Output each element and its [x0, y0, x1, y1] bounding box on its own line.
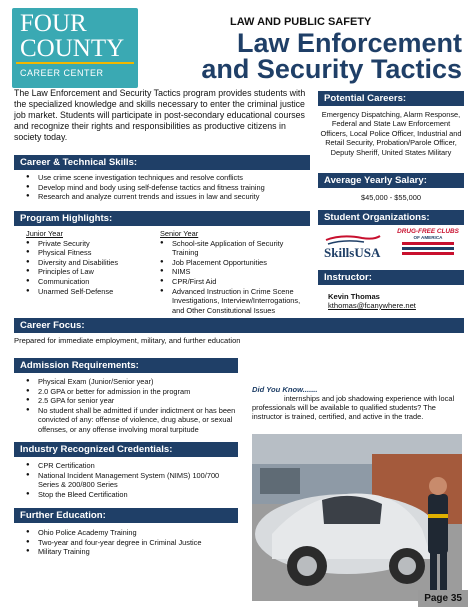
list-item: ● NIMS [160, 267, 310, 277]
list-item: ● Use crime scene investigation techniques and resolve conflicts [26, 173, 312, 183]
four-county-logo [12, 8, 138, 88]
photo-illustration [252, 434, 462, 601]
drug-free-clubs-logo [392, 228, 464, 262]
career-skills-heading: Career & Technical Skills: [14, 155, 310, 170]
list-item: ● Research and analyze current trends and issues in law and security [26, 192, 312, 202]
page-title [142, 30, 462, 82]
list-item: ● Ohio Police Academy Training [26, 528, 240, 538]
list-item: ● 2.5 GPA for senior year [26, 396, 240, 406]
career-focus-text: Prepared for immediate employment, military, and further education [14, 336, 241, 345]
list-item: ● School-site Application of Security Training [160, 239, 310, 258]
flag-stripes-icon [398, 240, 458, 258]
senior-year-label: Senior Year [160, 229, 199, 238]
list-item: ● Advanced Instruction in Crime Scene Investigations, Interview/Interrogations, and Other Constitutional Issues [160, 287, 310, 316]
list-item: ● National Incident Management System (NIMS) 100/700 Series & 200/800 Series [26, 471, 240, 490]
instructor-name: Kevin Thomas [328, 292, 380, 301]
admission-list [26, 377, 240, 435]
instructor-heading: Instructor: [318, 270, 464, 285]
student-orgs-heading: Student Organizations: [318, 210, 464, 225]
career-skills-list [26, 173, 312, 202]
salary-text: $45,000 - $55,000 [361, 193, 421, 202]
senior-year-column [160, 229, 310, 315]
list-item: ● CPR/First Aid [160, 277, 310, 287]
junior-year-column [26, 229, 154, 296]
list-item: ● Develop mind and body using self-defense tactics and fitness training [26, 183, 312, 193]
career-focus-heading: Career Focus: [14, 318, 464, 333]
logo-line-county: COUNTY [20, 35, 125, 62]
list-item: ● Military Training [26, 547, 240, 557]
list-item: ● Communication [26, 277, 154, 287]
potential-careers-heading: Potential Careers: [318, 91, 464, 106]
program-cluster-label: LAW AND PUBLIC SAFETY [230, 16, 372, 28]
list-item: ● Unarmed Self-Defense [26, 287, 154, 297]
dfc-line-2: OF AMERICA [413, 235, 443, 240]
skillsusa-wordmark: SkillsUSA [324, 245, 381, 260]
junior-year-list [26, 239, 154, 297]
title-line-1: Law Enforcement [236, 28, 462, 58]
list-item: ● Two-year and four-year degree in Criminal Justice [26, 538, 240, 548]
skillsusa-logo [322, 232, 384, 262]
credentials-heading: Industry Recognized Credentials: [14, 442, 238, 457]
admission-heading: Admission Requirements: [14, 358, 238, 373]
list-item: ● Principles of Law [26, 267, 154, 277]
junior-year-label: Junior Year [26, 229, 63, 238]
logo-line-career-center: CAREER CENTER [20, 68, 104, 78]
page-number-tag: Page 35 [418, 590, 468, 607]
program-highlights-heading: Program Highlights: [14, 211, 310, 226]
did-you-know-text: internships and job shadowing experience with local professionals will be available to qualified students? The instructor is trained, certified, and active in the trade. [252, 394, 455, 422]
did-you-know-heading: Did You Know....... [252, 385, 318, 394]
list-item: ● Physical Fitness [26, 248, 154, 258]
list-item: ● Stop the Bleed Certification [26, 490, 240, 500]
logo-accent-line [16, 62, 134, 64]
logo-line-four: FOUR [20, 10, 87, 37]
further-education-heading: Further Education: [14, 508, 238, 523]
list-item: ● Physical Exam (Junior/Senior year) [26, 377, 240, 387]
title-line-2: and Security Tactics [201, 54, 462, 84]
credentials-list [26, 461, 240, 499]
list-item: ● Private Security [26, 239, 154, 249]
list-item: ● Job Placement Opportunities [160, 258, 310, 268]
senior-year-list [160, 239, 310, 316]
dfc-line-1: DRUG-FREE CLUBS [397, 228, 459, 235]
list-item: ● 2.0 GPA or better for admission in the program [26, 387, 240, 397]
potential-careers-text: Emergency Dispatching, Alarm Response, Federal and State Law Enforcement Officers, Local Police Officer, Industrial and Retail Security, Probation/Parole Officer, Deputy Sheriff, United States Military [320, 110, 462, 157]
further-education-list [26, 528, 240, 557]
officer-traffic-stop-photo [252, 434, 462, 601]
list-item: ● Diversity and Disabilities [26, 258, 154, 268]
program-intro: The Law Enforcement and Security Tactics program provides students with the specialized knowledge and skills necessary to enter the criminal justice job market. Students will participate in post-secondary educational courses and recognize their rights and responsibilities as productive citizens in society today. [14, 88, 306, 142]
list-item: ● No student shall be admitted if under indictment or has been convicted of any: offense of violence, drug abuse, or sexual offenses, or any offense involving moral turpitude [26, 406, 240, 435]
list-item: ● CPR Certification [26, 461, 240, 471]
salary-heading: Average Yearly Salary: [318, 173, 464, 188]
instructor-email-link[interactable]: kthomas@fcanywhere.net [328, 301, 416, 310]
